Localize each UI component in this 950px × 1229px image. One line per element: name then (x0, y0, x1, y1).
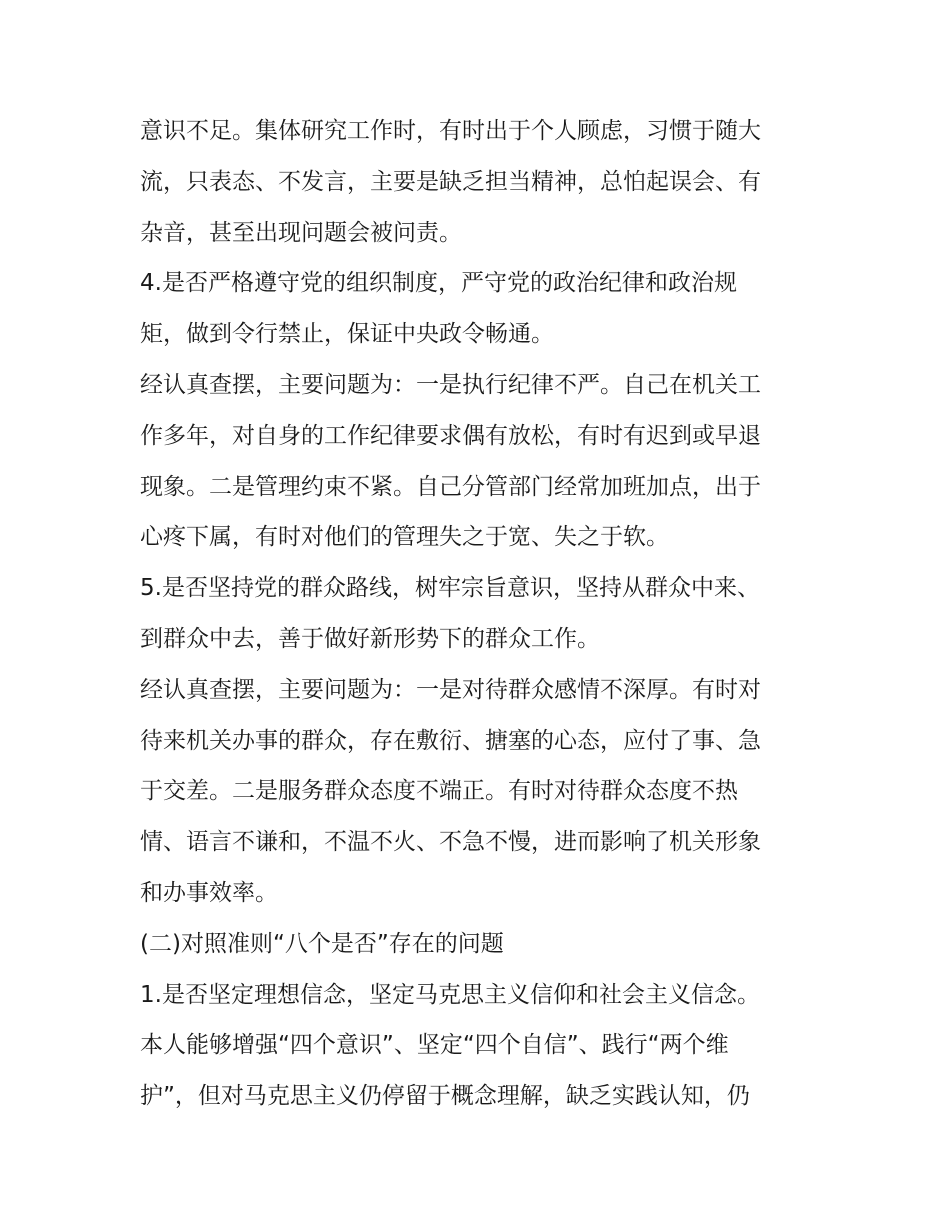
item-4-body-line-4: 心疼下属，有时对他们的管理失之于宽、失之于软。 (140, 524, 669, 551)
section-2-heading: (二)对照准则“八个是否”存在的问题 (140, 930, 504, 957)
text-line-1: 意识不足。集体研究工作时，有时出于个人顾虑，习惯于随大 (140, 118, 761, 144)
item-5-body-line-3: 于交差。二是服务群众态度不端正。有时对待群众态度不热 (140, 778, 738, 805)
text-line-2: 流，只表态、不发言，主要是缺乏担当精神，总怕起误会、有 (140, 168, 761, 195)
item-4-body-line-2: 作多年，对自身的工作纪律要求偶有放松，有时有迟到或早退 (140, 422, 761, 449)
item-5-body-line-2: 待来机关办事的群众，存在敷衍、搪塞的心态，应付了事、急 (140, 727, 761, 754)
item-5-heading-line-1: 5.是否坚持党的群众路线，树牢宗旨意识，坚持从群众中来、 (140, 575, 760, 602)
item-5-body-line-5: 和办事效率。 (140, 879, 278, 906)
text-line-3: 杂音，甚至出现问题会被问责。 (140, 219, 462, 246)
item-4-heading-line-2: 矩，做到令行禁止，保证中央政令畅通。 (140, 321, 554, 348)
item-5-body-line-4: 情、语言不谦和，不温不火、不急不慢，进而影响了机关形象 (140, 829, 761, 856)
section-2-item-1-body-line-1: 本人能够增强“四个意识”、坚定“四个自信”、践行“两个维 (140, 1032, 729, 1059)
item-5-body-line-1: 经认真查摆，主要问题为：一是对待群众感情不深厚。有时对 (140, 676, 761, 703)
section-2-item-1-heading: 1.是否坚定理想信念，坚定马克思主义信仰和社会主义信念。 (140, 981, 760, 1008)
item-5-heading-line-2: 到群众中去，善于做好新形势下的群众工作。 (140, 625, 600, 652)
document-body (140, 106, 820, 1122)
item-4-body-line-1: 经认真查摆，主要问题为：一是执行纪律不严。自己在机关工 (140, 371, 761, 398)
item-4-heading-line-1: 4.是否严格遵守党的组织制度，严守党的政治纪律和政治规 (140, 270, 737, 297)
item-4-body-line-3: 现象。二是管理约束不紧。自己分管部门经常加班加点，出于 (140, 473, 761, 500)
section-2-item-1-body-line-2: 护”，但对马克思主义仍停留于概念理解，缺乏实践认知，仍 (140, 1083, 750, 1110)
